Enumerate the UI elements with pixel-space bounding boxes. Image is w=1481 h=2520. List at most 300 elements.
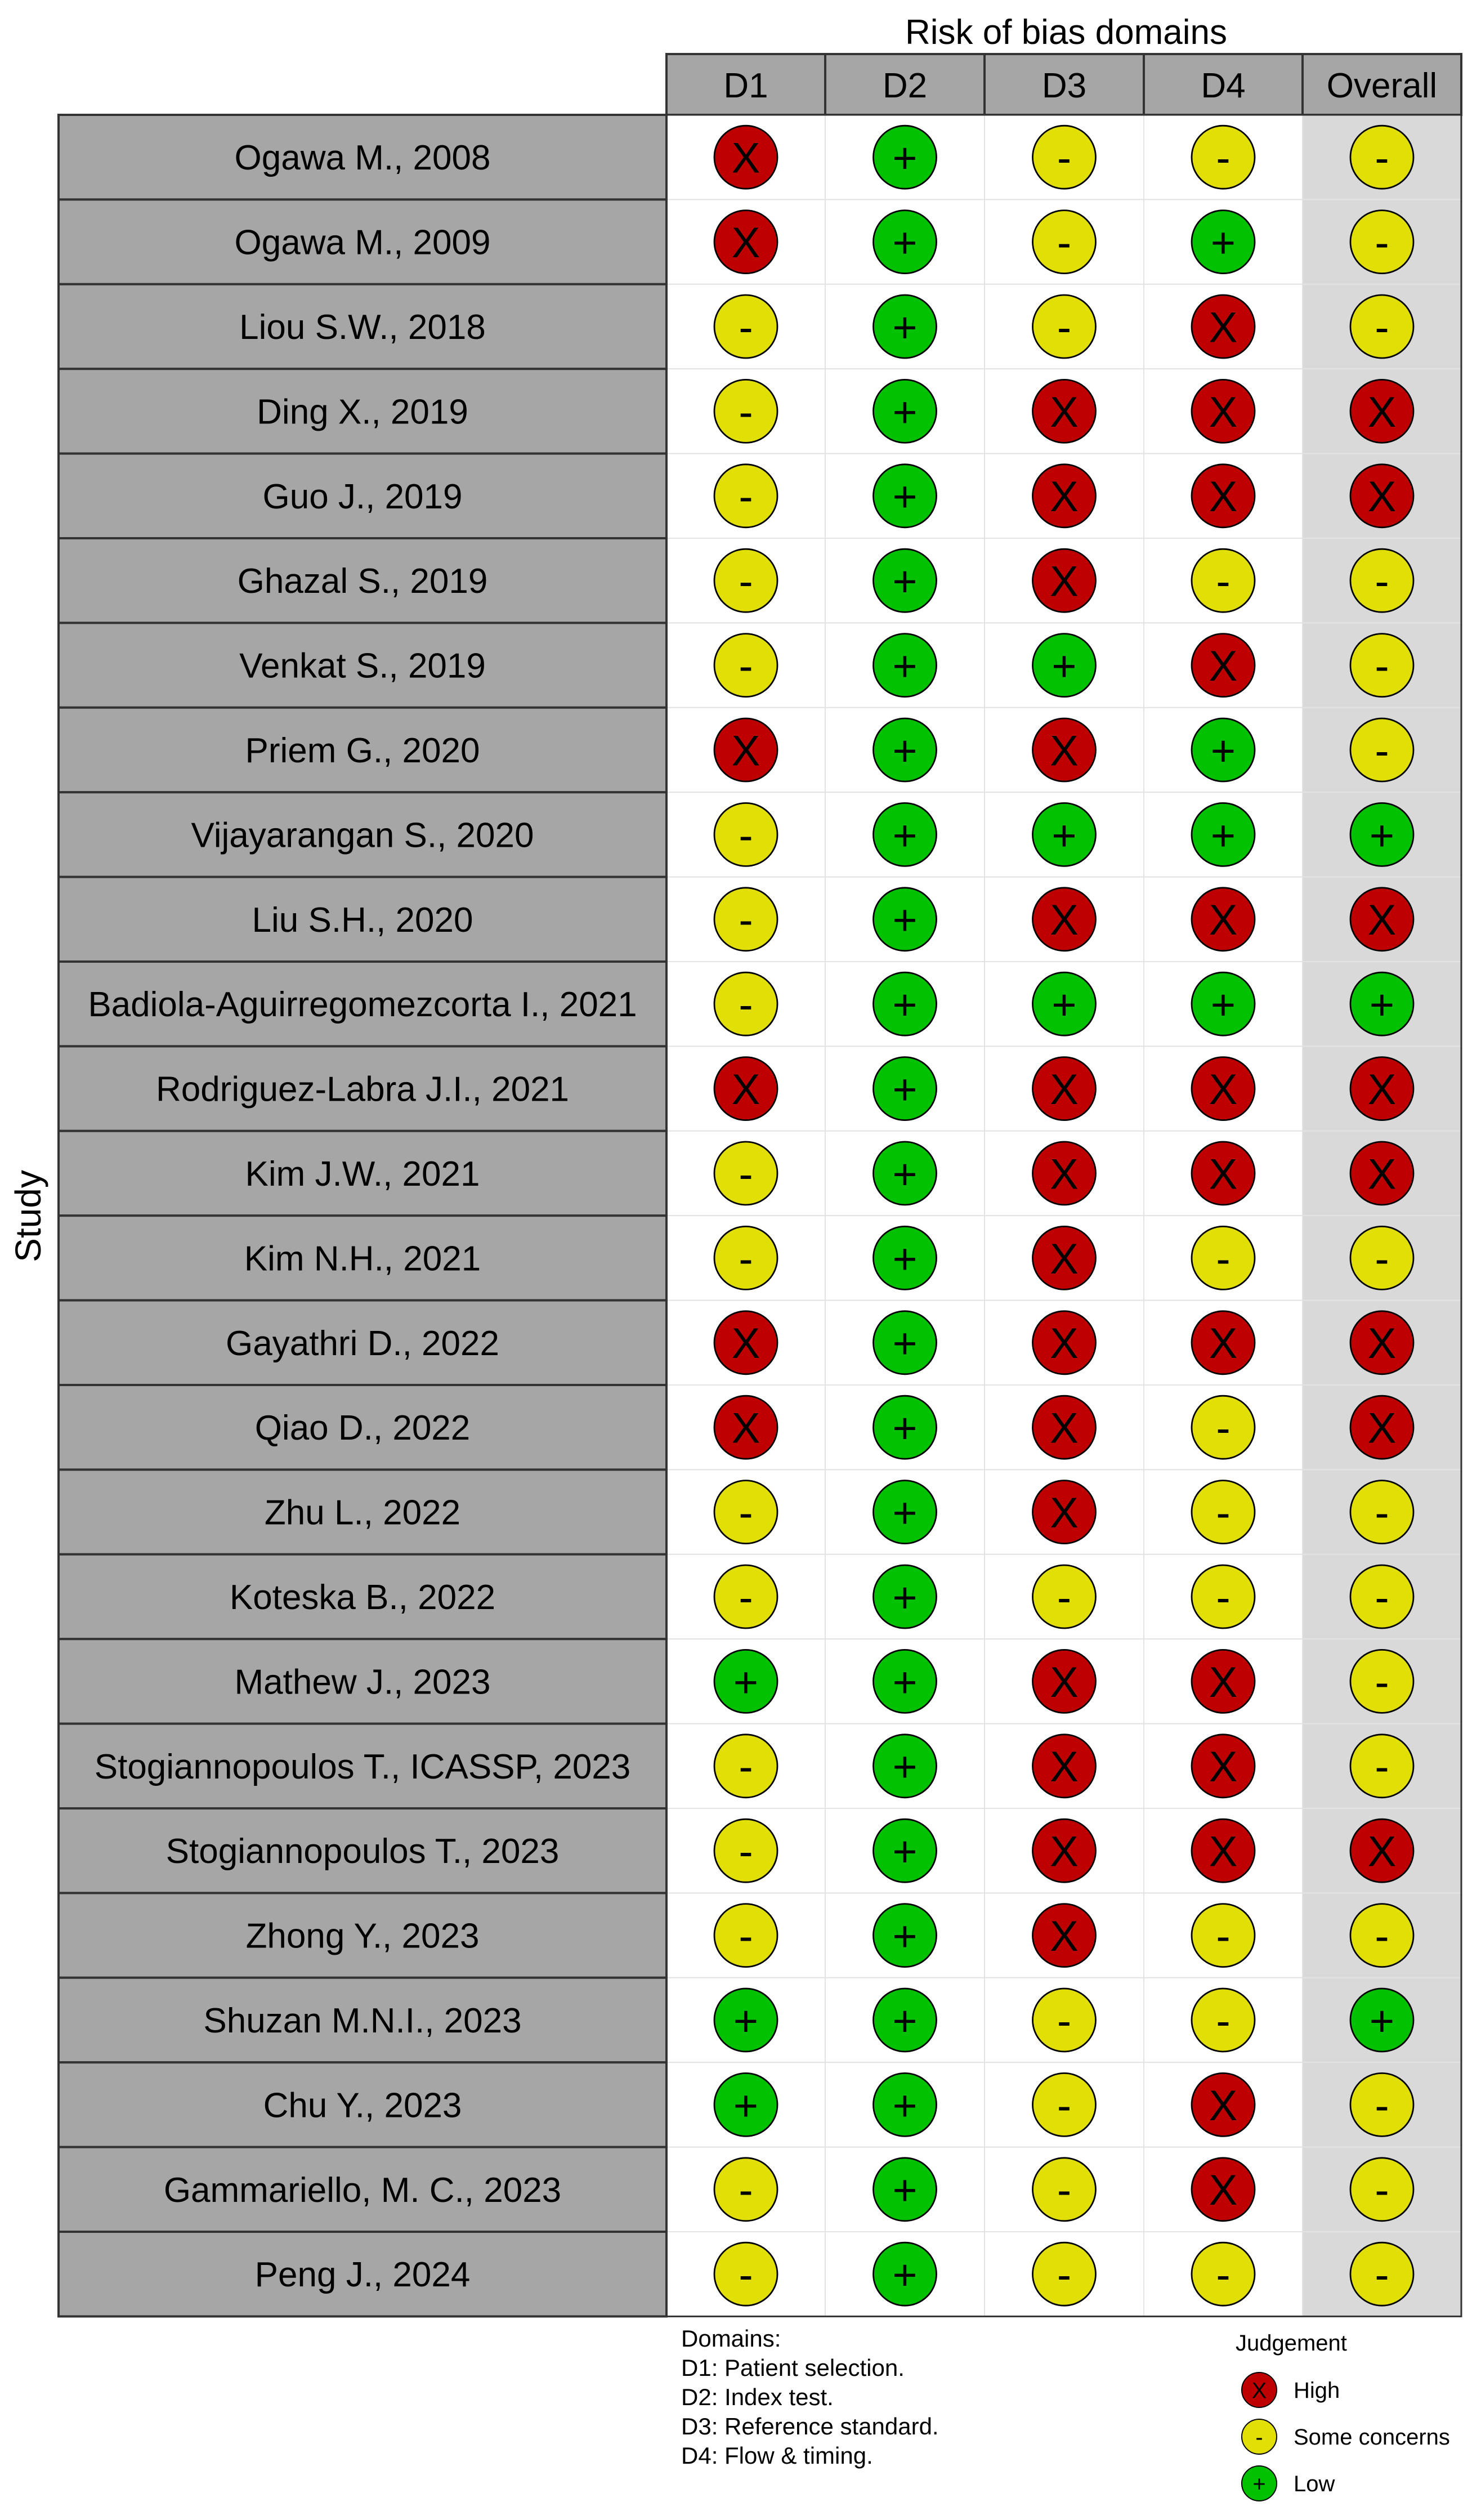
judgement-d3-some-concerns xyxy=(1033,2073,1096,2136)
judgement-overall-high xyxy=(1350,1311,1413,1374)
judgement-d3-some-concerns xyxy=(1033,295,1096,358)
study-label: Zhong Y., 2023 xyxy=(245,1916,480,1956)
judgement-overall-high-symbol: X xyxy=(1367,1828,1397,1876)
judgement-d1-high-symbol: X xyxy=(731,1065,760,1114)
judgement-d1-low-symbol: + xyxy=(733,1997,759,2045)
traffic-light-grid xyxy=(59,54,1461,2316)
judgement-overall-some-concerns-symbol: - xyxy=(1375,218,1389,267)
judgement-overall-some-concerns-symbol: - xyxy=(1375,1489,1389,1537)
judgement-d4-high xyxy=(1192,1057,1255,1120)
judgement-d3-high xyxy=(1033,1481,1096,1544)
judgement-legend xyxy=(1236,2331,1450,2501)
judgement-d3-high-symbol: X xyxy=(1050,1404,1079,1453)
judgement-d4-high-symbol: X xyxy=(1209,2166,1238,2215)
judgement-d4-some-concerns xyxy=(1192,126,1255,189)
judgement-d1-some-concerns xyxy=(714,1481,777,1544)
legend-label: High xyxy=(1294,2378,1340,2403)
judgement-overall-some-concerns-symbol: - xyxy=(1375,1235,1389,1283)
study-label: Liou S.W., 2018 xyxy=(239,308,486,347)
judgement-d3-some-concerns-symbol: - xyxy=(1057,1997,1072,2045)
judgement-d2-low xyxy=(874,295,937,358)
judgement-d2-low-symbol: + xyxy=(892,642,918,690)
judgement-d2-low xyxy=(874,1481,937,1544)
judgement-d3-high xyxy=(1033,1057,1096,1120)
judgement-overall-low-symbol: + xyxy=(1369,981,1395,1029)
judgement-d1-some-concerns xyxy=(714,888,777,951)
chart-title: Risk of bias domains xyxy=(905,13,1228,52)
judgement-d1-some-concerns xyxy=(714,295,777,358)
judgement-d2-low-symbol: + xyxy=(892,134,918,182)
judgement-overall-high-symbol: X xyxy=(1367,1404,1397,1453)
judgement-d2-low xyxy=(874,1311,937,1374)
judgement-d2-low xyxy=(874,1396,937,1459)
legend-some-concerns-symbol: - xyxy=(1255,2425,1263,2450)
judgement-d4-high xyxy=(1192,1735,1255,1798)
judgement-d1-some-concerns-symbol: - xyxy=(739,1235,753,1283)
judgement-d1-some-concerns-symbol: - xyxy=(739,1828,753,1876)
judgement-d3-high xyxy=(1033,1311,1096,1374)
judgement-d3-some-concerns xyxy=(1033,2242,1096,2305)
judgement-d4-some-concerns-symbol: - xyxy=(1216,2251,1231,2299)
judgement-overall-high-symbol: X xyxy=(1367,1065,1397,1114)
judgement-overall-low-symbol: + xyxy=(1369,811,1395,860)
judgement-d2-low xyxy=(874,464,937,528)
y-axis-label: Study xyxy=(8,1170,48,1262)
judgement-d2-low-symbol: + xyxy=(892,1065,918,1114)
judgement-overall-high xyxy=(1350,1142,1413,1205)
judgement-overall-some-concerns xyxy=(1350,211,1413,274)
judgement-d4-some-concerns-symbol: - xyxy=(1216,557,1231,606)
judgement-d4-low-symbol: + xyxy=(1210,981,1236,1029)
judgement-d4-high-symbol: X xyxy=(1209,2081,1238,2130)
judgement-overall-high-symbol: X xyxy=(1367,1320,1397,1368)
judgement-d4-high-symbol: X xyxy=(1209,388,1238,436)
judgement-d4-low-symbol: + xyxy=(1210,727,1236,775)
judgement-d4-high xyxy=(1192,379,1255,443)
judgement-overall-some-concerns xyxy=(1350,126,1413,189)
judgement-d4-high-symbol: X xyxy=(1209,1828,1238,1876)
judgement-d3-high-symbol: X xyxy=(1050,1489,1079,1537)
judgement-overall-high xyxy=(1350,1819,1413,1882)
study-label: Vijayarangan S., 2020 xyxy=(191,816,534,855)
judgement-overall-some-concerns-symbol: - xyxy=(1375,1743,1389,1791)
judgement-overall-high-symbol: X xyxy=(1367,388,1397,436)
judgement-d4-some-concerns xyxy=(1192,1481,1255,1544)
study-label: Liu S.H., 2020 xyxy=(252,900,473,940)
judgement-d2-low xyxy=(874,1819,937,1882)
judgement-d4-some-concerns xyxy=(1192,1396,1255,1459)
judgement-d3-some-concerns-symbol: - xyxy=(1057,134,1072,182)
judgement-overall-high-symbol: X xyxy=(1367,896,1397,945)
judgement-d4-some-concerns-symbol: - xyxy=(1216,1404,1231,1453)
study-label: Guo J., 2019 xyxy=(262,477,463,516)
judgement-d4-high xyxy=(1192,464,1255,528)
judgement-d3-some-concerns-symbol: - xyxy=(1057,303,1072,352)
judgement-d1-high-symbol: X xyxy=(731,218,760,267)
judgement-d3-high-symbol: X xyxy=(1050,388,1079,436)
study-label: Gammariello, M. C., 2023 xyxy=(163,2170,562,2210)
judgement-d1-high xyxy=(714,1311,777,1374)
judgement-d4-some-concerns-symbol: - xyxy=(1216,134,1231,182)
judgement-d4-high xyxy=(1192,2158,1255,2221)
judgement-overall-some-concerns-symbol: - xyxy=(1375,727,1389,775)
study-label: Shuzan M.N.I., 2023 xyxy=(203,2001,522,2040)
legend-label: Some concerns xyxy=(1294,2425,1450,2450)
study-label: Gayathri D., 2022 xyxy=(226,1324,499,1363)
judgement-d3-high-symbol: X xyxy=(1050,557,1079,606)
domain-key-item: D1: Patient selection. xyxy=(681,2354,905,2381)
judgement-d3-low-symbol: + xyxy=(1052,642,1077,690)
judgement-overall-some-concerns-symbol: - xyxy=(1375,557,1389,606)
judgement-d1-some-concerns xyxy=(714,2158,777,2221)
judgement-overall-some-concerns xyxy=(1350,2158,1413,2221)
judgement-d2-low-symbol: + xyxy=(892,218,918,267)
judgement-d1-some-concerns-symbol: - xyxy=(739,473,753,521)
judgement-d2-low-symbol: + xyxy=(892,2251,918,2299)
judgement-d1-some-concerns-symbol: - xyxy=(739,1489,753,1537)
judgement-d2-low-symbol: + xyxy=(892,1743,918,1791)
judgement-d4-high-symbol: X xyxy=(1209,1743,1238,1791)
judgement-d2-low-symbol: + xyxy=(892,1320,918,1368)
judgement-d1-some-concerns-symbol: - xyxy=(739,1574,753,1622)
judgement-d2-low-symbol: + xyxy=(892,1912,918,1960)
judgement-d3-low xyxy=(1033,803,1096,866)
study-label: Zhu L., 2022 xyxy=(264,1493,461,1532)
judgement-d3-some-concerns-symbol: - xyxy=(1057,218,1072,267)
judgement-d4-some-concerns xyxy=(1192,1565,1255,1628)
judgement-d1-low xyxy=(714,1650,777,1713)
judgement-overall-low xyxy=(1350,803,1413,866)
judgement-d3-high-symbol: X xyxy=(1050,1658,1079,1706)
judgement-d2-low xyxy=(874,1142,937,1205)
study-label: Qiao D., 2022 xyxy=(254,1409,471,1448)
judgement-d2-low xyxy=(874,1735,937,1798)
judgement-d1-high xyxy=(714,1396,777,1459)
judgement-d4-some-concerns-symbol: - xyxy=(1216,1912,1231,1960)
judgement-d1-some-concerns xyxy=(714,803,777,866)
judgement-overall-some-concerns-symbol: - xyxy=(1375,2251,1389,2299)
judgement-d4-some-concerns xyxy=(1192,2242,1255,2305)
judgement-overall-some-concerns xyxy=(1350,2073,1413,2136)
judgement-overall-some-concerns xyxy=(1350,1481,1413,1544)
judgement-d1-some-concerns xyxy=(714,634,777,697)
judgement-d3-high xyxy=(1033,1142,1096,1205)
judgement-d3-high-symbol: X xyxy=(1050,1065,1079,1114)
judgement-d1-high-symbol: X xyxy=(731,134,760,182)
judgement-d2-low-symbol: + xyxy=(892,896,918,945)
column-header-d1: D1 xyxy=(723,66,768,105)
judgement-overall-some-concerns xyxy=(1350,2242,1413,2305)
judgement-d2-low xyxy=(874,972,937,1035)
judgement-overall-some-concerns xyxy=(1350,634,1413,697)
study-label: Priem G., 2020 xyxy=(245,731,480,770)
legend-title: Judgement xyxy=(1236,2331,1347,2356)
judgement-overall-some-concerns-symbol: - xyxy=(1375,1912,1389,1960)
judgement-overall-high xyxy=(1350,1057,1413,1120)
judgement-d1-some-concerns-symbol: - xyxy=(739,896,753,945)
judgement-d3-high xyxy=(1033,1396,1096,1459)
judgement-d4-high xyxy=(1192,1311,1255,1374)
judgement-d3-high xyxy=(1033,379,1096,443)
judgement-overall-high xyxy=(1350,888,1413,951)
legend-some-concerns xyxy=(1242,2419,1277,2454)
study-label: Peng J., 2024 xyxy=(254,2255,471,2295)
judgement-d1-some-concerns-symbol: - xyxy=(739,642,753,690)
domain-key-title: Domains: xyxy=(681,2325,781,2352)
judgement-d4-some-concerns-symbol: - xyxy=(1216,1997,1231,2045)
judgement-d2-low xyxy=(874,2242,937,2305)
judgement-d3-high xyxy=(1033,888,1096,951)
judgement-d1-some-concerns xyxy=(714,972,777,1035)
judgement-d3-low-symbol: + xyxy=(1052,811,1077,860)
judgement-d2-low-symbol: + xyxy=(892,473,918,521)
judgement-overall-some-concerns xyxy=(1350,1904,1413,1967)
judgement-d2-low xyxy=(874,718,937,781)
judgement-d1-some-concerns xyxy=(714,2242,777,2305)
column-header-d2: D2 xyxy=(882,66,928,105)
judgement-d4-high-symbol: X xyxy=(1209,1065,1238,1114)
judgement-overall-some-concerns-symbol: - xyxy=(1375,2081,1389,2130)
judgement-d2-low xyxy=(874,634,937,697)
judgement-d4-high xyxy=(1192,1142,1255,1205)
judgement-d1-low-symbol: + xyxy=(733,1658,759,1706)
judgement-d3-high xyxy=(1033,1904,1096,1967)
judgement-d3-high-symbol: X xyxy=(1050,473,1079,521)
judgement-d2-low-symbol: + xyxy=(892,811,918,860)
judgement-d3-some-concerns-symbol: - xyxy=(1057,2166,1072,2215)
judgement-d2-low xyxy=(874,1565,937,1628)
judgement-d1-high xyxy=(714,1057,777,1120)
judgement-d2-low xyxy=(874,211,937,274)
judgement-d4-high-symbol: X xyxy=(1209,473,1238,521)
judgement-overall-some-concerns xyxy=(1350,1226,1413,1289)
judgement-overall-some-concerns-symbol: - xyxy=(1375,303,1389,352)
judgement-overall-some-concerns xyxy=(1350,1565,1413,1628)
legend-high xyxy=(1242,2372,1277,2407)
judgement-d1-high xyxy=(714,718,777,781)
column-header-d4: D4 xyxy=(1201,66,1246,105)
domain-key-item: D4: Flow & timing. xyxy=(681,2442,873,2469)
judgement-d3-high xyxy=(1033,1819,1096,1882)
judgement-d1-some-concerns xyxy=(714,1904,777,1967)
judgement-d2-low xyxy=(874,549,937,612)
judgement-d3-some-concerns xyxy=(1033,1565,1096,1628)
judgement-d2-low-symbol: + xyxy=(892,981,918,1029)
judgement-d3-high-symbol: X xyxy=(1050,1743,1079,1791)
study-label: Ghazal S., 2019 xyxy=(237,562,488,601)
judgement-d4-high xyxy=(1192,634,1255,697)
judgement-d4-high-symbol: X xyxy=(1209,1320,1238,1368)
judgement-d1-some-concerns xyxy=(714,1819,777,1882)
study-label: Badiola-Aguirregomezcorta I., 2021 xyxy=(88,985,637,1025)
judgement-d2-low-symbol: + xyxy=(892,1997,918,2045)
judgement-d3-some-concerns-symbol: - xyxy=(1057,2081,1072,2130)
judgement-d4-some-concerns xyxy=(1192,1226,1255,1289)
judgement-d3-high xyxy=(1033,1226,1096,1289)
judgement-overall-high xyxy=(1350,379,1413,443)
study-label: Kim J.W., 2021 xyxy=(245,1155,480,1194)
judgement-d3-high xyxy=(1033,1735,1096,1798)
judgement-d1-some-concerns xyxy=(714,549,777,612)
judgement-d4-some-concerns xyxy=(1192,549,1255,612)
judgement-d3-low xyxy=(1033,972,1096,1035)
judgement-overall-high xyxy=(1350,464,1413,528)
judgement-d3-some-concerns xyxy=(1033,126,1096,189)
judgement-d2-low xyxy=(874,379,937,443)
judgement-d2-low xyxy=(874,803,937,866)
judgement-d3-high-symbol: X xyxy=(1050,1828,1079,1876)
judgement-d4-some-concerns-symbol: - xyxy=(1216,1235,1231,1283)
judgement-d1-some-concerns xyxy=(714,464,777,528)
judgement-d4-high-symbol: X xyxy=(1209,1150,1238,1199)
judgement-d2-low xyxy=(874,1650,937,1713)
column-header-d3: D3 xyxy=(1041,66,1087,105)
judgement-overall-some-concerns-symbol: - xyxy=(1375,134,1389,182)
judgement-d3-high-symbol: X xyxy=(1050,1150,1079,1199)
judgement-d2-low-symbol: + xyxy=(892,2081,918,2130)
judgement-d1-some-concerns-symbol: - xyxy=(739,1743,753,1791)
judgement-d2-low-symbol: + xyxy=(892,1235,918,1283)
judgement-d1-low xyxy=(714,2073,777,2136)
study-label: Ding X., 2019 xyxy=(257,392,468,432)
judgement-d3-some-concerns xyxy=(1033,2158,1096,2221)
judgement-overall-some-concerns xyxy=(1350,549,1413,612)
judgement-overall-some-concerns xyxy=(1350,718,1413,781)
judgement-d1-high xyxy=(714,126,777,189)
judgement-overall-some-concerns-symbol: - xyxy=(1375,2166,1389,2215)
judgement-overall-some-concerns-symbol: - xyxy=(1375,1658,1389,1706)
judgement-d4-some-concerns xyxy=(1192,1989,1255,2052)
judgement-d3-high xyxy=(1033,1650,1096,1713)
judgement-d4-high xyxy=(1192,1819,1255,1882)
judgement-d2-low-symbol: + xyxy=(892,388,918,436)
judgement-d2-low xyxy=(874,888,937,951)
legend-high-symbol: X xyxy=(1251,2378,1267,2403)
judgement-overall-high xyxy=(1350,1396,1413,1459)
judgement-d2-low xyxy=(874,1904,937,1967)
judgement-overall-some-concerns xyxy=(1350,1650,1413,1713)
judgement-d1-low xyxy=(714,1989,777,2052)
judgement-overall-some-concerns-symbol: - xyxy=(1375,642,1389,690)
judgement-d2-low xyxy=(874,1057,937,1120)
judgement-d3-some-concerns xyxy=(1033,211,1096,274)
judgement-d1-high xyxy=(714,211,777,274)
judgement-overall-low-symbol: + xyxy=(1369,1997,1395,2045)
judgement-d4-high xyxy=(1192,2073,1255,2136)
judgement-d1-some-concerns xyxy=(714,1565,777,1628)
judgement-d1-low-symbol: + xyxy=(733,2081,759,2130)
judgement-d2-low-symbol: + xyxy=(892,1404,918,1453)
domain-key-item: D3: Reference standard. xyxy=(681,2413,939,2439)
judgement-d3-high xyxy=(1033,464,1096,528)
judgement-d3-high-symbol: X xyxy=(1050,896,1079,945)
legend-low xyxy=(1242,2466,1277,2501)
judgement-d1-some-concerns xyxy=(714,1226,777,1289)
judgement-d1-some-concerns xyxy=(714,379,777,443)
study-label: Rodriguez-Labra J.I., 2021 xyxy=(155,1070,570,1109)
judgement-d1-some-concerns-symbol: - xyxy=(739,1912,753,1960)
judgement-d1-some-concerns-symbol: - xyxy=(739,2166,753,2215)
judgement-overall-low xyxy=(1350,1989,1413,2052)
judgement-d1-high-symbol: X xyxy=(731,1404,760,1453)
study-label: Stogiannopoulos T., 2023 xyxy=(165,1832,560,1871)
judgement-d3-high-symbol: X xyxy=(1050,727,1079,775)
judgement-d4-high-symbol: X xyxy=(1209,642,1238,690)
judgement-d1-some-concerns-symbol: - xyxy=(739,303,753,352)
column-header-overall: Overall xyxy=(1326,66,1438,105)
judgement-d2-low-symbol: + xyxy=(892,727,918,775)
judgement-d4-high xyxy=(1192,1650,1255,1713)
legend-low-symbol: + xyxy=(1252,2472,1266,2497)
judgement-d1-some-concerns-symbol: - xyxy=(739,388,753,436)
study-label: Ogawa M., 2008 xyxy=(234,138,491,178)
judgement-d2-low xyxy=(874,126,937,189)
judgement-d1-some-concerns-symbol: - xyxy=(739,557,753,606)
domain-key-item: D2: Index test. xyxy=(681,2384,834,2410)
judgement-d3-low xyxy=(1033,634,1096,697)
judgement-d4-high xyxy=(1192,888,1255,951)
judgement-d3-high-symbol: X xyxy=(1050,1235,1079,1283)
judgement-d3-high xyxy=(1033,718,1096,781)
domain-key xyxy=(681,2325,939,2469)
judgement-d2-low xyxy=(874,1989,937,2052)
judgement-d2-low-symbol: + xyxy=(892,1489,918,1537)
judgement-d4-high-symbol: X xyxy=(1209,896,1238,945)
judgement-d4-low xyxy=(1192,718,1255,781)
judgement-d2-low-symbol: + xyxy=(892,1150,918,1199)
judgement-d3-high-symbol: X xyxy=(1050,1320,1079,1368)
judgement-d3-low-symbol: + xyxy=(1052,981,1077,1029)
study-label: Koteska B., 2022 xyxy=(229,1578,496,1617)
judgement-d2-low xyxy=(874,2073,937,2136)
judgement-d2-low-symbol: + xyxy=(892,303,918,352)
judgement-d4-some-concerns xyxy=(1192,1904,1255,1967)
judgement-d1-some-concerns-symbol: - xyxy=(739,981,753,1029)
judgement-d2-low-symbol: + xyxy=(892,1828,918,1876)
judgement-d4-low xyxy=(1192,211,1255,274)
judgement-d4-some-concerns-symbol: - xyxy=(1216,1489,1231,1537)
judgement-d2-low-symbol: + xyxy=(892,1658,918,1706)
judgement-d1-some-concerns-symbol: - xyxy=(739,1150,753,1199)
judgement-d4-low-symbol: + xyxy=(1210,811,1236,860)
judgement-overall-high-symbol: X xyxy=(1367,473,1397,521)
judgement-d2-low xyxy=(874,2158,937,2221)
judgement-d4-high-symbol: X xyxy=(1209,303,1238,352)
judgement-d1-high-symbol: X xyxy=(731,727,760,775)
judgement-d4-some-concerns-symbol: - xyxy=(1216,1574,1231,1622)
judgement-d2-low-symbol: + xyxy=(892,1574,918,1622)
judgement-d1-high-symbol: X xyxy=(731,1320,760,1368)
study-label: Stogiannopoulos T., ICASSP, 2023 xyxy=(94,1747,631,1786)
judgement-d3-some-concerns-symbol: - xyxy=(1057,2251,1072,2299)
judgement-d3-high-symbol: X xyxy=(1050,1912,1079,1960)
judgement-d1-some-concerns xyxy=(714,1142,777,1205)
judgement-d2-low xyxy=(874,1226,937,1289)
study-label: Mathew J., 2023 xyxy=(234,1663,491,1702)
legend-label: Low xyxy=(1294,2472,1335,2496)
judgement-d3-some-concerns xyxy=(1033,1989,1096,2052)
study-label: Kim N.H., 2021 xyxy=(244,1239,481,1279)
judgement-d1-some-concerns xyxy=(714,1735,777,1798)
judgement-d4-high xyxy=(1192,295,1255,358)
study-label: Chu Y., 2023 xyxy=(263,2086,462,2125)
judgement-d1-some-concerns-symbol: - xyxy=(739,811,753,860)
judgement-d4-low-symbol: + xyxy=(1210,218,1236,267)
judgement-d4-low xyxy=(1192,972,1255,1035)
judgement-overall-some-concerns xyxy=(1350,295,1413,358)
judgement-d1-some-concerns-symbol: - xyxy=(739,2251,753,2299)
judgement-d4-high-symbol: X xyxy=(1209,1658,1238,1706)
